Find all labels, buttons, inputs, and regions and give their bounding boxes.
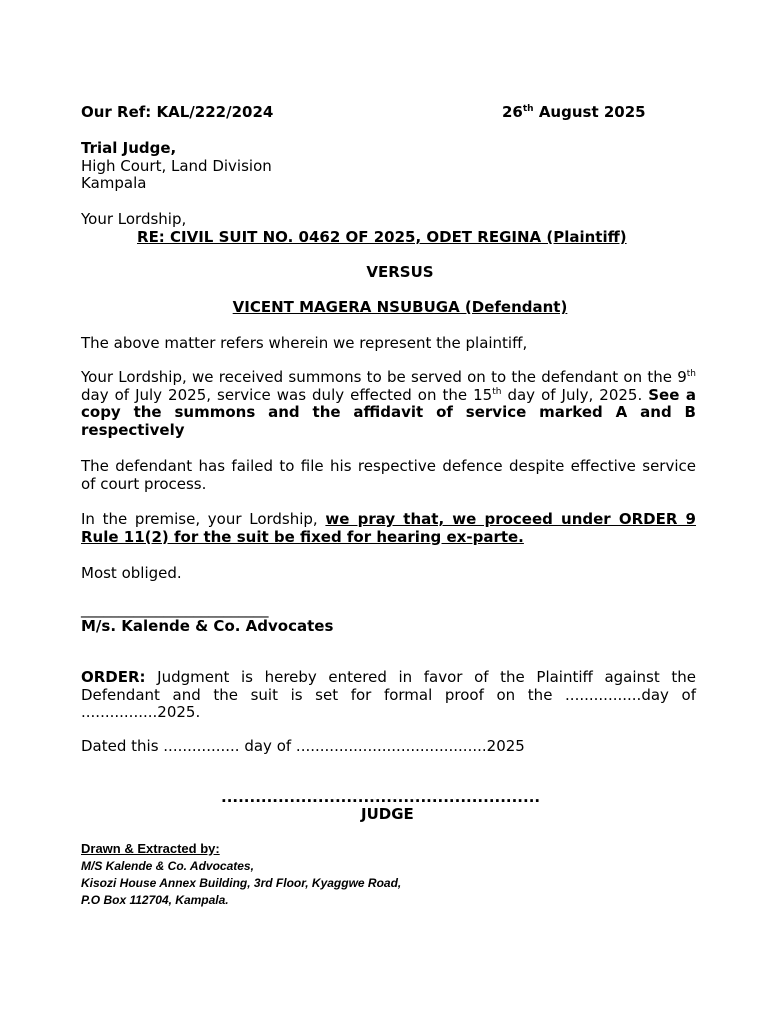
date-month-year: August 2025 xyxy=(533,103,646,121)
prayer-text: In the premise, your Lordship, xyxy=(81,510,326,528)
addressee-title: Trial Judge, xyxy=(81,139,177,157)
footer-po-box: P.O Box 112704, Kampala. xyxy=(81,893,229,907)
subject-re-prefix: R xyxy=(137,228,149,246)
addressee-city: Kampala xyxy=(81,174,147,192)
footer-title: Drawn & Extracted by: xyxy=(81,841,220,856)
footer-address: Kisozi House Annex Building, 3rd Floor, Kyaggwe Road, xyxy=(81,876,402,890)
signature-firm: M/s. Kalende & Co. Advocates xyxy=(81,617,334,635)
summons-ordinal-1: th xyxy=(686,369,696,379)
subject-re-line xyxy=(137,228,627,246)
reference-number: Our Ref: KAL/222/2024 xyxy=(81,103,274,121)
prayer-bold-request: we pray that, we proceed under ORDER 9 Rule 11(2) for the suit be fixed for hearing ex-parte. xyxy=(81,510,696,546)
judge-signature-dots: ........................................................ xyxy=(221,788,541,806)
court-order xyxy=(81,669,696,722)
judge-label: JUDGE xyxy=(361,805,414,823)
closing-remark: Most obliged. xyxy=(81,564,182,582)
paragraph-summons xyxy=(81,369,696,439)
summons-text-b: day of July 2025, service was duly effected on the 15 xyxy=(81,385,493,404)
summons-text-c: day of July, 2025. xyxy=(501,385,649,404)
paragraph-prayer xyxy=(81,511,696,546)
summons-ordinal-2: th xyxy=(492,386,502,397)
subject-versus: VERSUS xyxy=(366,263,434,281)
date-ordinal: th xyxy=(522,104,534,114)
dated-line: Dated this ................ day of ........................................2025 xyxy=(81,737,525,755)
subject-re-text: E: CIVIL SUIT NO. 0462 OF 2025, ODET REGINA (Plaintiff) xyxy=(148,228,627,246)
summons-bold-note: See a copy the summons and the affidavit of service marked A and B respectively xyxy=(81,385,696,439)
paragraph-representation: The above matter refers wherein we represent the plaintiff, xyxy=(81,334,528,352)
subject-defendant: VICENT MAGERA NSUBUGA (Defendant) xyxy=(232,298,568,316)
date-day: 26 xyxy=(502,103,523,121)
footer-firm: M/S Kalende & Co. Advocates, xyxy=(81,859,254,873)
salutation: Your Lordship, xyxy=(81,210,187,228)
summons-text-a: Your Lordship, we received summons to be served on to the defendant on the 9 xyxy=(81,368,687,386)
letter-date xyxy=(502,103,646,121)
signature-line: _________________________ xyxy=(81,600,269,618)
order-label: ORDER: xyxy=(81,668,146,686)
order-text: Judgment is hereby entered in favor of the Plaintiff against the Defendant and the suit is set for formal proof on the ................day of ................2025. xyxy=(81,668,696,721)
addressee-court: High Court, Land Division xyxy=(81,157,272,175)
paragraph-default: The defendant has failed to file his respective defence despite effective service of court process. xyxy=(81,457,696,493)
